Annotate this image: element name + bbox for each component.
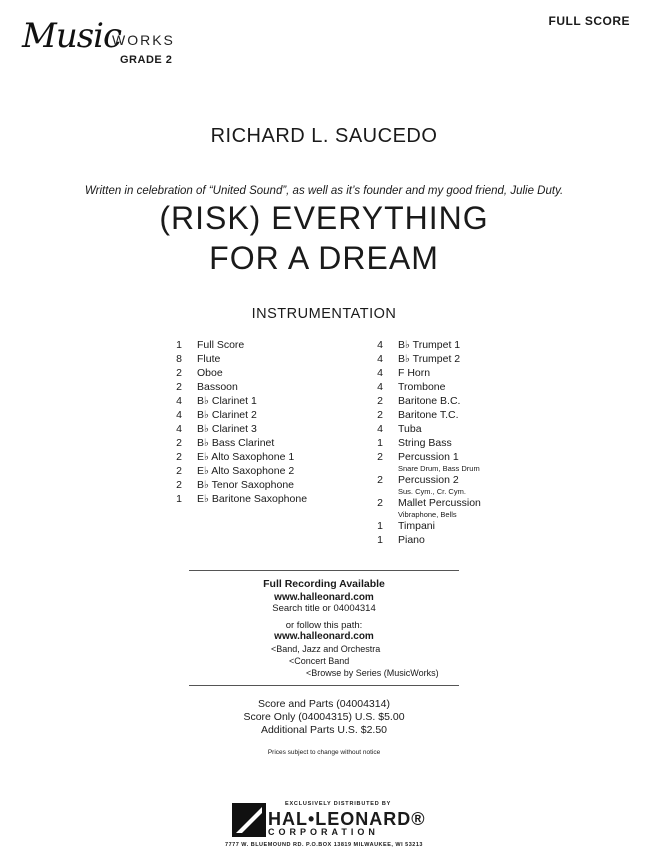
instrument-name: Trombone (398, 381, 446, 393)
instrument-row (374, 497, 554, 520)
instrument-qty: 1 (176, 339, 182, 351)
instrument-row (374, 353, 554, 367)
hal-leonard-name: HAL•LEONARD® (268, 809, 426, 829)
instrument-row (173, 339, 353, 353)
price-additional-parts: Additional Parts U.S. $2.50 (260, 724, 388, 736)
instrument-name: Full Score (197, 339, 245, 351)
logo-works-text: WORKS (112, 32, 175, 48)
instrument-qty: 8 (176, 353, 182, 365)
instrument-row (374, 367, 554, 381)
instrument-name: F Horn (398, 367, 431, 379)
divider-bottom (189, 685, 459, 686)
composer-name: RICHARD L. SAUCEDO (210, 125, 438, 147)
recording-search-hint: Search title or 04004314 (272, 603, 376, 614)
instrument-row (374, 409, 554, 423)
recording-path-url-link[interactable]: www.halleonard.com (274, 631, 374, 642)
instrument-row (173, 465, 353, 479)
instrument-name: Percussion 1 (398, 451, 459, 463)
instrument-row (173, 381, 353, 395)
instrument-name: B♭ Clarinet 3 (197, 423, 257, 435)
instrument-qty: 1 (176, 493, 182, 505)
instrument-qty: 4 (377, 353, 383, 365)
instrument-qty: 2 (176, 367, 182, 379)
instrument-qty: 4 (377, 423, 383, 435)
instrument-row (173, 451, 353, 465)
instrument-name: Bassoon (197, 381, 238, 393)
instrument-row (173, 479, 353, 493)
instrument-name: Tuba (398, 423, 422, 435)
instrument-qty: 4 (176, 423, 182, 435)
grade-label: GRADE 2 (120, 54, 173, 66)
instrument-name: E♭ Baritone Saxophone (197, 493, 308, 505)
instrument-name: B♭ Clarinet 2 (197, 409, 257, 421)
recording-url-link[interactable]: www.halleonard.com (274, 592, 374, 603)
instrument-name: Mallet Percussion (398, 497, 481, 509)
instrument-detail: Vibraphone, Bells (398, 510, 457, 519)
instrument-qty: 2 (176, 437, 182, 449)
instrument-row (173, 353, 353, 367)
instrument-qty: 1 (377, 437, 383, 449)
instrument-name: E♭ Alto Saxophone 1 (197, 451, 295, 463)
instrument-name: Timpani (398, 520, 435, 532)
logo-music-text: Music (22, 16, 122, 56)
instrument-name: Baritone T.C. (398, 409, 459, 421)
instrument-name: B♭ Clarinet 1 (197, 395, 257, 407)
instrument-row (173, 423, 353, 437)
instrument-row (173, 437, 353, 451)
hal-leonard-corporation: CORPORATION (268, 827, 379, 837)
instrument-row (374, 437, 554, 451)
instrument-qty: 2 (176, 479, 182, 491)
path-step-series: <Browse by Series (MusicWorks) (306, 668, 439, 678)
instrument-row (374, 423, 554, 437)
musicworks-logo (22, 14, 192, 74)
instrument-name: Percussion 2 (398, 474, 459, 486)
instrument-row (374, 474, 554, 497)
instrument-qty: 2 (176, 381, 182, 393)
recording-follow-text: or follow this path: (285, 620, 363, 631)
recording-title: Full Recording Available (263, 578, 385, 590)
instrument-qty: 4 (176, 395, 182, 407)
title-line-1: (RISK) EVERYTHING (159, 200, 489, 236)
price-score-and-parts: Score and Parts (04004314) (258, 698, 390, 710)
instrument-name: Flute (197, 353, 221, 365)
instrument-row (374, 534, 554, 548)
instrumentation-heading: INSTRUMENTATION (251, 306, 397, 322)
instrumentation-left-list (173, 339, 353, 507)
instrument-name: E♭ Alto Saxophone 2 (197, 465, 295, 477)
instrument-row (173, 395, 353, 409)
instrument-qty: 2 (377, 451, 383, 463)
instrument-qty: 1 (377, 520, 383, 532)
instrument-qty: 2 (377, 497, 383, 509)
instrument-detail: Snare Drum, Bass Drum (398, 464, 480, 473)
instrument-name: Piano (398, 534, 425, 546)
dedication-text: Written in celebration of “United Sound”, as well as it’s founder and my good friend, Julie Duty. (84, 185, 564, 197)
instrument-row (374, 381, 554, 395)
hal-leonard-logo-icon (232, 803, 266, 837)
instrument-name: Oboe (197, 367, 223, 379)
instrument-qty: 2 (377, 409, 383, 421)
instrument-name: String Bass (398, 437, 452, 449)
path-step-concert-band: <Concert Band (289, 656, 350, 666)
divider-top (189, 570, 459, 571)
instrument-name: B♭ Trumpet 2 (398, 353, 461, 365)
instrument-name: B♭ Bass Clarinet (197, 437, 275, 449)
distributor-label: EXCLUSIVELY DISTRIBUTED BY (285, 801, 392, 807)
instrument-row (173, 493, 353, 507)
instrument-qty: 2 (176, 451, 182, 463)
instrument-name: Baritone B.C. (398, 395, 461, 407)
instrument-qty: 4 (377, 367, 383, 379)
instrument-row (173, 409, 353, 423)
instrument-row (374, 520, 554, 534)
instrumentation-right-list (374, 339, 554, 548)
instrument-detail: Sus. Cym., Cr. Cym. (398, 487, 466, 496)
instrument-qty: 2 (377, 474, 383, 486)
title-line-2: FOR A DREAM (209, 240, 439, 276)
instrument-qty: 4 (176, 409, 182, 421)
price-disclaimer: Prices subject to change without notice (267, 749, 381, 756)
instrument-qty: 4 (377, 339, 383, 351)
instrument-qty: 2 (377, 395, 383, 407)
instrument-row (374, 339, 554, 353)
instrument-row (374, 451, 554, 474)
instrument-name: B♭ Trumpet 1 (398, 339, 461, 351)
full-score-label: FULL SCORE (548, 14, 630, 28)
instrument-row (374, 395, 554, 409)
instrument-qty: 4 (377, 381, 383, 393)
instrument-row (173, 367, 353, 381)
price-score-only: Score Only (04004315) U.S. $5.00 (243, 711, 405, 723)
path-step-band: <Band, Jazz and Orchestra (271, 644, 381, 654)
instrument-name: B♭ Tenor Saxophone (197, 479, 294, 491)
instrument-qty: 2 (176, 465, 182, 477)
publisher-address: 7777 W. BLUEMOUND RD. P.O.BOX 13819 MILWAUKEE, WI 53213 (225, 842, 423, 848)
instrument-qty: 1 (377, 534, 383, 546)
